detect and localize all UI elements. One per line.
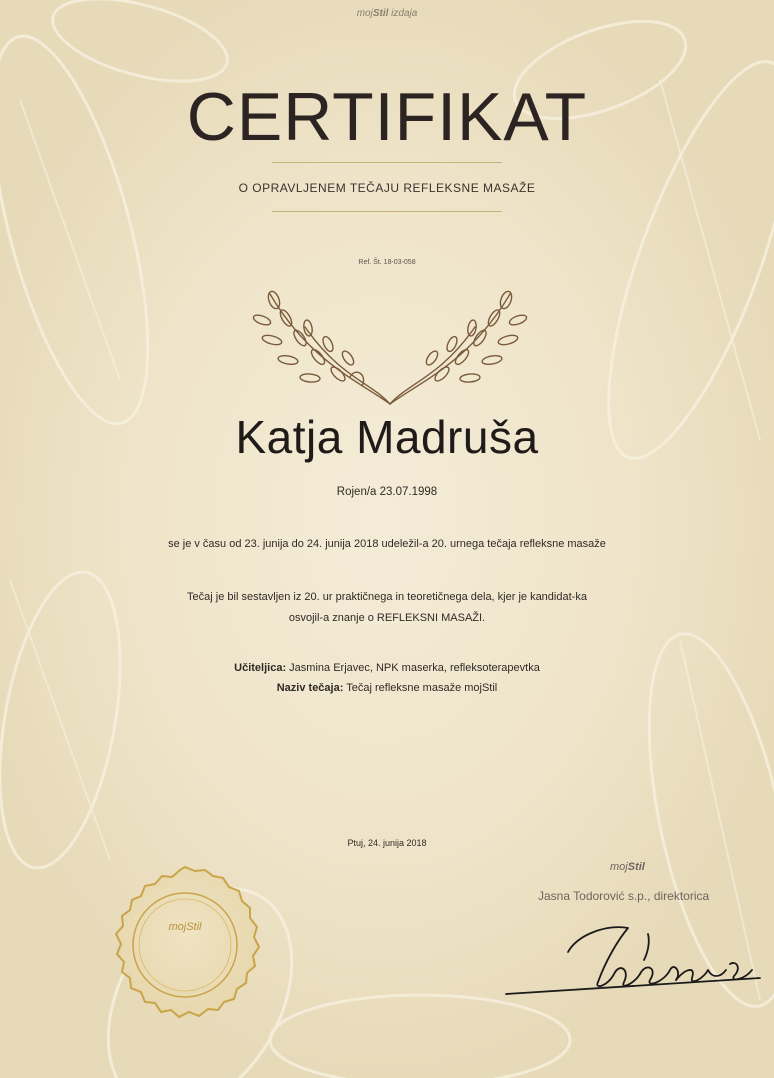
- gold-seal-icon: [100, 860, 270, 1030]
- certificate-title: CERTIFIKAT: [186, 79, 588, 155]
- title-divider-top: [272, 162, 502, 163]
- course-composition-line-1: Tečaj je bil sestavljen iz 20. ur praktičnega in teoretičnega dela, kjer je kandidat-ka: [187, 591, 587, 603]
- course-value: Tečaj refleksne masaže mojStil: [343, 682, 498, 694]
- recipient-name: Katja Madruša: [235, 411, 539, 463]
- attendance-statement: se je v času od 23. junija do 24. junija 2018 udeležil-a 20. urnega tečaja refleksne masaže: [168, 538, 606, 550]
- handwritten-signature: [498, 912, 768, 1002]
- place-and-date: Ptuj, 24. junija 2018: [347, 838, 427, 848]
- laurel-wreath-icon: [250, 282, 530, 408]
- signer-title: Jasna Todorović s.p., direktorica: [538, 889, 710, 903]
- teacher-value: Jasmina Erjavec, NPK maserka, refleksoterapevtka: [286, 662, 540, 674]
- seal-text: mojStil: [168, 921, 202, 933]
- certificate-subtitle: O OPRAVLJENEM TEČAJU REFLEKSNE MASAŽE: [238, 181, 536, 195]
- teacher-line: [0, 662, 774, 674]
- title-divider-bottom: [272, 211, 502, 212]
- publisher-line: mojStil izdaja: [356, 8, 418, 19]
- birth-date: Rojen/a 23.07.1998: [336, 486, 438, 498]
- teacher-label: Učiteljica:: [234, 662, 287, 674]
- signature-brand: mojStil: [610, 861, 645, 873]
- course-label: Naziv tečaja:: [276, 682, 344, 694]
- reference-number: Ref. Št. 18-03-058: [358, 259, 416, 266]
- course-name-line: [0, 682, 774, 694]
- course-composition-line-2: osvojil-a znanje o REFLEKSNI MASAŽI.: [288, 612, 486, 624]
